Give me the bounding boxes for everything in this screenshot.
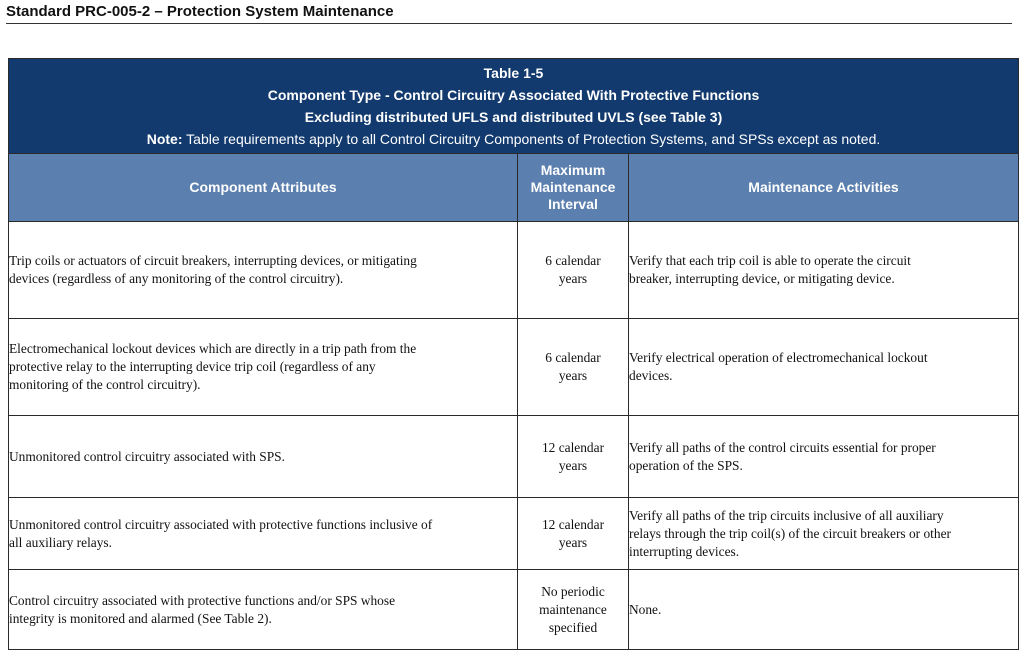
text-line: maintenance [539,601,607,617]
text-line: Unmonitored control circuitry associated with protective functions inclusive of [9,516,433,532]
text-line: 6 calendar [545,350,601,365]
column-header-attributes: Component Attributes [9,154,518,222]
table-row [9,570,1019,650]
interval-header-line: Maintenance [530,179,616,195]
table-exclusion: Excluding distributed UFLS and distributed UVLS (see Table 3) [304,109,723,125]
text-line: interrupting devices. [629,543,740,559]
text-line: Verify all paths of the control circuits essential for proper [629,439,936,455]
text-line: relays through the trip coil(s) of the circuit breakers or other [629,525,952,541]
interval-cell [518,416,629,498]
component-attribute-cell [9,570,518,650]
table-row [9,319,1019,416]
interval-header-line: Interval [548,196,598,212]
table-note [9,128,1018,150]
text-line: specified [548,619,598,635]
text-line: 6 calendar [545,253,601,268]
table-component-type: Component Type - Control Circuitry Associated With Protective Functions [267,87,760,103]
interval-cell [518,222,629,319]
table-title-block [9,59,1019,154]
text-line: all auxiliary relays. [9,534,112,550]
interval-cell [518,570,629,650]
text-line: Unmonitored control circuitry associated with SPS. [9,448,285,464]
text-line: Verify that each trip coil is able to operate the circuit [629,253,911,268]
text-line: operation of the SPS. [629,457,743,473]
table-title-row [9,59,1019,154]
text-line: integrity is monitored and alarmed (See Table 2). [9,610,272,626]
interval-cell [518,498,629,570]
text-line: Control circuitry associated with protective functions and/or SPS whose [9,592,396,608]
document-header [6,3,1012,24]
text-line: None. [629,601,662,617]
text-line: Verify all paths of the trip circuits inclusive of all auxiliary [629,507,944,523]
interval-cell [518,319,629,416]
column-header-activities: Maintenance Activities [629,154,1019,222]
text-line: years [558,534,588,550]
component-attribute-cell [9,416,518,498]
text-line: devices (regardless of any monitoring of the control circuitry). [9,271,344,286]
text-line: Verify electrical operation of electromechanical lockout [629,350,928,365]
text-line: Electromechanical lockout devices which are directly in a trip path from the [9,341,417,356]
text-line: 12 calendar [541,439,605,455]
maintenance-activity-cell [629,416,1019,498]
maintenance-activity-cell [629,319,1019,416]
text-line: Trip coils or actuators of circuit breakers, interrupting devices, or mitigating [9,253,417,268]
table-row [9,416,1019,498]
maintenance-activity-cell [629,498,1019,570]
component-attribute-cell [9,222,518,319]
table-number: Table 1-5 [483,65,544,81]
note-label: Note: [146,131,183,147]
table-row [9,498,1019,570]
table-row [9,222,1019,319]
text-line: No periodic [541,583,605,599]
text-line: years [558,368,588,383]
document-title: Standard PRC-005-2 – Protection System Maintenance [6,3,394,20]
text-line: years [558,457,588,473]
column-header-interval [518,154,629,222]
text-line: protective relay to the interrupting device trip coil (regardless of any [9,359,376,374]
component-attribute-cell [9,498,518,570]
interval-header-line: Maximum [540,162,606,178]
text-line: monitoring of the control circuitry). [9,377,201,392]
column-header-row [9,154,1019,222]
maintenance-activity-cell [629,570,1019,650]
text-line: breaker, interrupting device, or mitigating device. [629,271,895,286]
text-line: devices. [629,368,673,383]
maintenance-table [8,58,1019,650]
note-text: Table requirements apply to all Control Circuitry Components of Protection Systems, and SPSs except as noted. [182,131,881,147]
text-line: 12 calendar [541,516,605,532]
maintenance-activity-cell [629,222,1019,319]
text-line: years [558,271,588,286]
component-attribute-cell [9,319,518,416]
